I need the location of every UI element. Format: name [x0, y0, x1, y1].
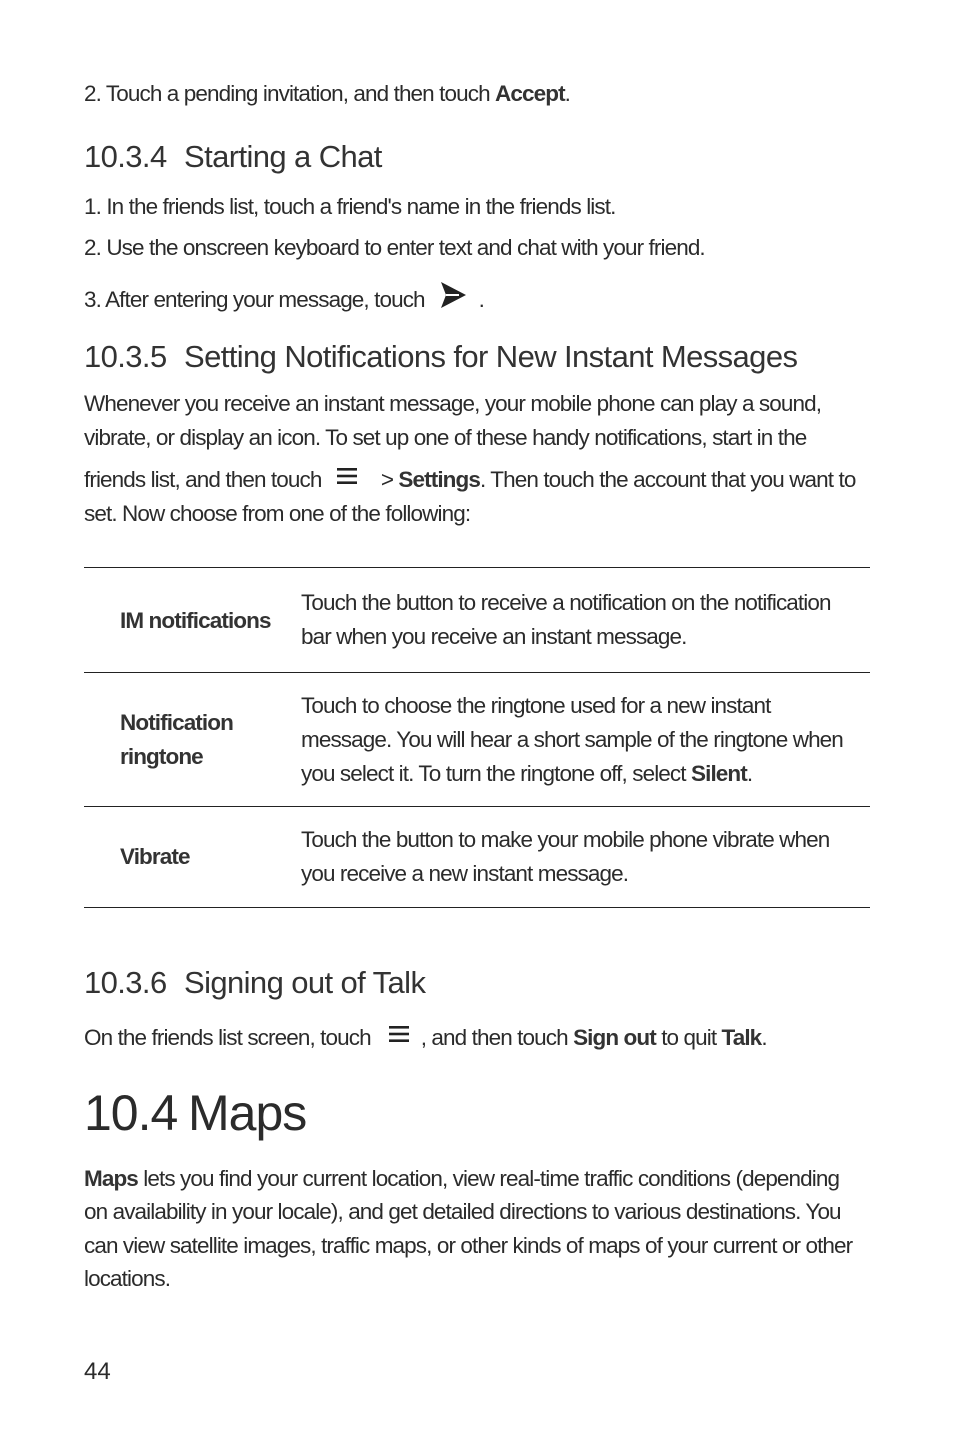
section-number: 10.3.4	[84, 139, 167, 174]
signout-text: , and then touch	[420, 1025, 574, 1050]
chat-step-2: 2. Use the onscreen keyboard to enter text and chat with your friend.	[84, 235, 705, 260]
table-row	[84, 568, 870, 673]
section-number: 10.3.6	[84, 965, 167, 1000]
maps-para-line-4: locations.	[84, 1266, 171, 1291]
step3-text: 3. After entering your message, touch	[84, 287, 425, 313]
step-text: 2. Touch a pending invitation, and then touch	[84, 81, 496, 106]
section-title: Setting Notifications for New Instant Messages	[184, 339, 798, 374]
desc-text: Touch the button to make your mobile phone vibrate when you receive a new instant message.	[301, 827, 830, 886]
section-number: 10.4	[84, 1085, 178, 1141]
maps-para-line-1	[84, 1168, 839, 1191]
section-title: Maps	[188, 1085, 307, 1141]
step3-end: .	[478, 287, 485, 313]
chat-step-1: 1. In the friends list, touch a friend's name in the friends list.	[84, 194, 616, 219]
para-text: . Then touch the account that you want to	[479, 467, 856, 492]
para-text: friends list, and then touch	[84, 467, 322, 492]
option-description	[301, 807, 870, 908]
option-description	[301, 568, 870, 673]
page-number: 44	[84, 1358, 111, 1385]
sign-out-label: Sign out	[573, 1025, 656, 1050]
section-title: Signing out of Talk	[184, 965, 426, 1000]
heading-maps	[84, 1085, 307, 1141]
silent-label: Silent	[690, 760, 747, 786]
desc-text: Touch to choose the ringtone used for a new instant message. You will hear a short sample of the ringtone when you select it. To turn the ringtone off, select	[301, 692, 843, 786]
menu-icon	[337, 467, 357, 490]
signout-end: .	[761, 1025, 767, 1050]
section-number: 10.3.5	[84, 339, 167, 374]
option-term: IM notifications	[120, 608, 271, 633]
send-arrow-icon	[439, 280, 467, 315]
option-term: Notification ringtone	[120, 709, 233, 769]
signout-text: On the friends list screen, touch	[84, 1025, 371, 1050]
option-description	[301, 673, 870, 807]
option-term: Vibrate	[120, 844, 190, 869]
notif-para-line-4: set. Now choose from one of the following:	[84, 501, 471, 526]
para-separator: >	[375, 467, 399, 492]
desc-text: Touch the button to receive a notification on the notification bar when you receive an instant message.	[301, 590, 831, 649]
maps-label: Maps	[84, 1166, 138, 1191]
menu-icon	[389, 1025, 409, 1048]
heading-starting-chat	[84, 141, 382, 172]
step-end: .	[564, 81, 571, 106]
accept-label: Accept	[495, 81, 565, 106]
heading-signing-out	[84, 967, 425, 998]
table-row	[84, 673, 870, 807]
chat-step-3	[84, 284, 484, 319]
heading-setting-notifications	[84, 341, 797, 372]
section-title: Starting a Chat	[184, 139, 382, 174]
notif-para-line-2: vibrate, or display an icon. To set up one of these handy notifications, start in the	[84, 425, 807, 450]
signout-text: to quit	[655, 1025, 722, 1050]
notification-options-table	[84, 567, 870, 908]
desc-end: .	[746, 760, 753, 786]
talk-label: Talk	[721, 1025, 762, 1050]
table-row	[84, 807, 870, 908]
notif-para-line-3	[84, 469, 855, 492]
signout-instructions	[84, 1027, 767, 1050]
notif-para-line-1: Whenever you receive an instant message, your mobile phone can play a sound,	[84, 391, 822, 416]
step-accept-invitation	[84, 83, 570, 106]
settings-label: Settings	[398, 467, 480, 492]
para-text: lets you find your current location, view real-time traffic conditions (depending	[137, 1166, 840, 1191]
maps-para-line-3: can view satellite images, traffic maps, or other kinds of maps of your current or other	[84, 1233, 853, 1258]
maps-para-line-2: on availability in your locale), and get detailed directions to various destinations. You	[84, 1199, 841, 1224]
